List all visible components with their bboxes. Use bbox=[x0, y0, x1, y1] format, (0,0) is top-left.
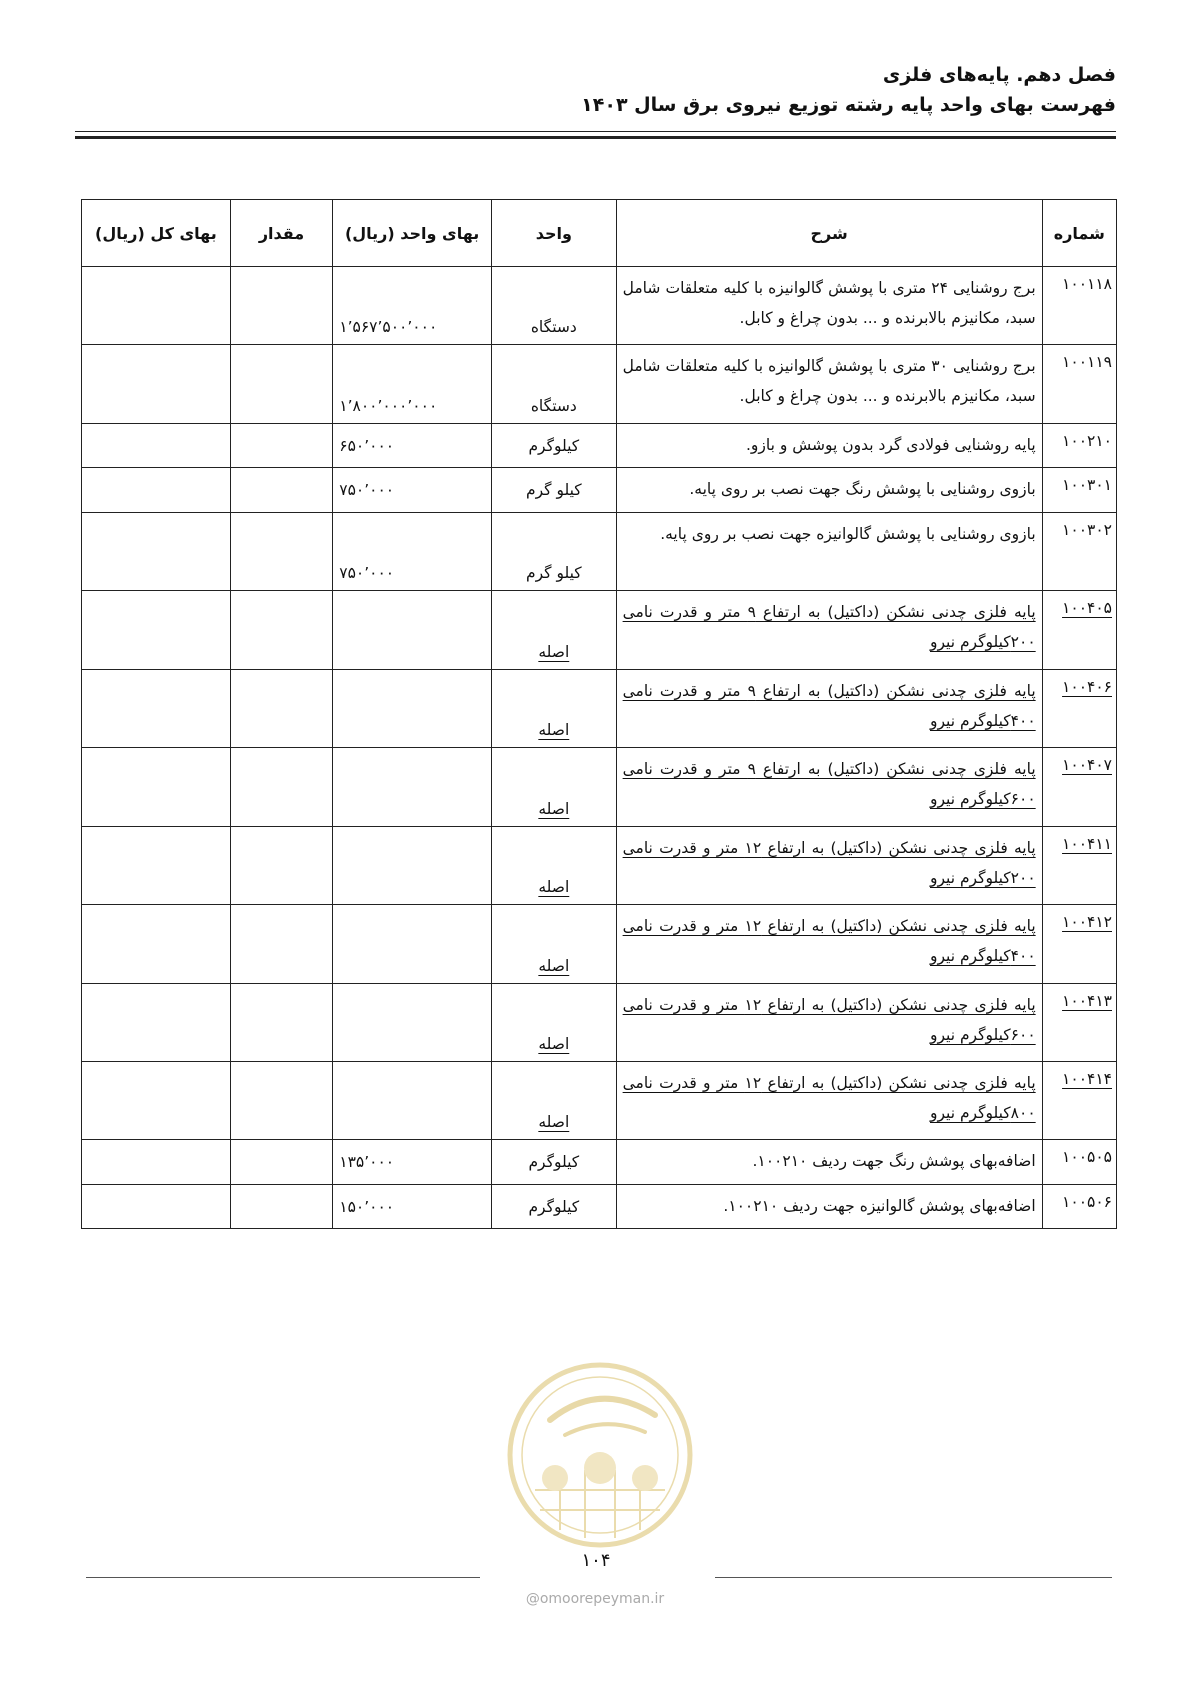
row-description: پایه فلزی چدنی نشکن (داکتیل) به ارتفاع ۱۲ متر و قدرت نامی ۸۰۰کیلوگرم نیرو bbox=[616, 1062, 1042, 1140]
header-quantity: مقدار bbox=[230, 200, 332, 267]
row-total-price bbox=[82, 424, 231, 468]
header-total-price: بهای کل (ریال) bbox=[82, 200, 231, 267]
table-row bbox=[82, 513, 1117, 591]
table-row bbox=[82, 1062, 1117, 1140]
table-row bbox=[82, 1185, 1117, 1229]
row-description: پایه فلزی چدنی نشکن (داکتیل) به ارتفاع ۱۲ متر و قدرت نامی ۲۰۰کیلوگرم نیرو bbox=[616, 827, 1042, 905]
row-number: ۱۰۰۴۱۲ bbox=[1042, 905, 1116, 984]
row-number: ۱۰۰۱۱۸ bbox=[1042, 267, 1116, 345]
row-quantity bbox=[230, 1140, 332, 1185]
table-row bbox=[82, 905, 1117, 984]
header-rule-thin bbox=[75, 131, 1116, 132]
row-quantity bbox=[230, 748, 332, 827]
row-total-price bbox=[82, 748, 231, 827]
row-number: ۱۰۰۳۰۲ bbox=[1042, 513, 1116, 591]
row-unit-price bbox=[333, 1062, 492, 1140]
row-total-price bbox=[82, 1185, 231, 1229]
row-total-price bbox=[82, 513, 231, 591]
table-row bbox=[82, 827, 1117, 905]
row-quantity bbox=[230, 1062, 332, 1140]
row-unit-price bbox=[333, 984, 492, 1062]
row-unit: اصله bbox=[492, 905, 617, 984]
header-description: شرح bbox=[616, 200, 1042, 267]
row-unit-price: ۷۵۰٬۰۰۰ bbox=[333, 468, 492, 513]
row-quantity bbox=[230, 827, 332, 905]
row-total-price bbox=[82, 345, 231, 424]
row-quantity bbox=[230, 670, 332, 748]
table-row bbox=[82, 748, 1117, 827]
price-list-table bbox=[81, 199, 1117, 1229]
row-unit: کیلوگرم bbox=[492, 1140, 617, 1185]
row-total-price bbox=[82, 591, 231, 670]
row-quantity bbox=[230, 345, 332, 424]
row-unit: دستگاه bbox=[492, 345, 617, 424]
row-unit: اصله bbox=[492, 748, 617, 827]
table-row bbox=[82, 267, 1117, 345]
row-number: ۱۰۰۳۰۱ bbox=[1042, 468, 1116, 513]
footer-rule-left bbox=[86, 1577, 480, 1578]
seal-watermark-icon bbox=[505, 1360, 695, 1550]
row-number: ۱۰۰۴۱۱ bbox=[1042, 827, 1116, 905]
table-header-row bbox=[82, 200, 1117, 267]
row-unit-price bbox=[333, 591, 492, 670]
website-watermark: @omoorepeyman.ir bbox=[525, 1591, 665, 1607]
page-header bbox=[75, 60, 1116, 120]
row-unit: اصله bbox=[492, 1062, 617, 1140]
header-unit: واحد bbox=[492, 200, 617, 267]
table-row bbox=[82, 591, 1117, 670]
table-row bbox=[82, 345, 1117, 424]
row-quantity bbox=[230, 424, 332, 468]
row-total-price bbox=[82, 1062, 231, 1140]
table-row bbox=[82, 1140, 1117, 1185]
row-unit: دستگاه bbox=[492, 267, 617, 345]
row-description: بازوی روشنایی با پوشش رنگ جهت نصب بر روی پایه. bbox=[616, 468, 1042, 513]
row-description: برج روشنایی ۲۴ متری با پوشش گالوانیزه با کلیه متعلقات شامل سبد، مکانیزم بالابرنده و ... بدون چراغ و کابل. bbox=[616, 267, 1042, 345]
table-row bbox=[82, 424, 1117, 468]
row-number: ۱۰۰۴۰۷ bbox=[1042, 748, 1116, 827]
row-unit-price: ۱٬۵۶۷٬۵۰۰٬۰۰۰ bbox=[333, 267, 492, 345]
row-unit-price bbox=[333, 748, 492, 827]
row-description: پایه فلزی چدنی نشکن (داکتیل) به ارتفاع ۹ متر و قدرت نامی ۶۰۰کیلوگرم نیرو bbox=[616, 748, 1042, 827]
row-unit: اصله bbox=[492, 827, 617, 905]
row-description: اضافه‌بهای پوشش گالوانیزه جهت ردیف ۱۰۰۲۱۰. bbox=[616, 1185, 1042, 1229]
row-quantity bbox=[230, 468, 332, 513]
row-description: اضافه‌بهای پوشش رنگ جهت ردیف ۱۰۰۲۱۰. bbox=[616, 1140, 1042, 1185]
row-unit-price: ۶۵۰٬۰۰۰ bbox=[333, 424, 492, 468]
row-number: ۱۰۰۴۰۶ bbox=[1042, 670, 1116, 748]
table-row bbox=[82, 984, 1117, 1062]
row-quantity bbox=[230, 267, 332, 345]
row-number: ۱۰۰۵۰۵ bbox=[1042, 1140, 1116, 1185]
table-row bbox=[82, 670, 1117, 748]
row-unit-price bbox=[333, 670, 492, 748]
header-unit-price: بهای واحد (ریال) bbox=[333, 200, 492, 267]
header-rule-thick bbox=[75, 136, 1116, 139]
row-quantity bbox=[230, 905, 332, 984]
row-unit-price: ۱۵۰٬۰۰۰ bbox=[333, 1185, 492, 1229]
row-unit-price: ۷۵۰٬۰۰۰ bbox=[333, 513, 492, 591]
row-number: ۱۰۰۵۰۶ bbox=[1042, 1185, 1116, 1229]
row-unit: کیلو گرم bbox=[492, 468, 617, 513]
table-row bbox=[82, 468, 1117, 513]
row-unit: اصله bbox=[492, 670, 617, 748]
row-unit: کیلوگرم bbox=[492, 1185, 617, 1229]
row-total-price bbox=[82, 670, 231, 748]
chapter-title: فصل دهم. پایه‌های فلزی bbox=[882, 64, 1116, 86]
page-number: ۱۰۴ bbox=[581, 1550, 611, 1571]
row-unit: کیلو گرم bbox=[492, 513, 617, 591]
row-description: پایه فلزی چدنی نشکن (داکتیل) به ارتفاع ۱۲ متر و قدرت نامی ۴۰۰کیلوگرم نیرو bbox=[616, 905, 1042, 984]
row-unit: کیلوگرم bbox=[492, 424, 617, 468]
row-unit-price: ۱۳۵٬۰۰۰ bbox=[333, 1140, 492, 1185]
row-description: برج روشنایی ۳۰ متری با پوشش گالوانیزه با کلیه متعلقات شامل سبد، مکانیزم بالابرنده و ... بدون چراغ و کابل. bbox=[616, 345, 1042, 424]
row-unit-price: ۱٬۸۰۰٬۰۰۰٬۰۰۰ bbox=[333, 345, 492, 424]
row-unit: اصله bbox=[492, 591, 617, 670]
row-number: ۱۰۰۴۱۴ bbox=[1042, 1062, 1116, 1140]
row-total-price bbox=[82, 267, 231, 345]
row-quantity bbox=[230, 591, 332, 670]
row-total-price bbox=[82, 984, 231, 1062]
row-description: پایه فلزی چدنی نشکن (داکتیل) به ارتفاع ۹ متر و قدرت نامی ۴۰۰کیلوگرم نیرو bbox=[616, 670, 1042, 748]
row-total-price bbox=[82, 468, 231, 513]
row-description: پایه فلزی چدنی نشکن (داکتیل) به ارتفاع ۱۲ متر و قدرت نامی ۶۰۰کیلوگرم نیرو bbox=[616, 984, 1042, 1062]
row-quantity bbox=[230, 1185, 332, 1229]
row-number: ۱۰۰۴۰۵ bbox=[1042, 591, 1116, 670]
row-number: ۱۰۰۲۱۰ bbox=[1042, 424, 1116, 468]
row-description: پایه روشنایی فولادی گرد بدون پوشش و بازو. bbox=[616, 424, 1042, 468]
row-total-price bbox=[82, 905, 231, 984]
row-quantity bbox=[230, 984, 332, 1062]
row-quantity bbox=[230, 513, 332, 591]
row-number: ۱۰۰۱۱۹ bbox=[1042, 345, 1116, 424]
row-unit-price bbox=[333, 905, 492, 984]
row-total-price bbox=[82, 1140, 231, 1185]
row-total-price bbox=[82, 827, 231, 905]
document-title: فهرست بهای واحد پایه رشته توزیع نیروی برق سال ۱۴۰۳ bbox=[581, 94, 1116, 116]
header-number: شماره bbox=[1042, 200, 1116, 267]
row-description: بازوی روشنایی با پوشش گالوانیزه جهت نصب بر روی پایه. bbox=[616, 513, 1042, 591]
row-unit: اصله bbox=[492, 984, 617, 1062]
row-description: پایه فلزی چدنی نشکن (داکتیل) به ارتفاع ۹ متر و قدرت نامی ۲۰۰کیلوگرم نیرو bbox=[616, 591, 1042, 670]
row-number: ۱۰۰۴۱۳ bbox=[1042, 984, 1116, 1062]
row-unit-price bbox=[333, 827, 492, 905]
footer-rule-right bbox=[715, 1577, 1112, 1578]
